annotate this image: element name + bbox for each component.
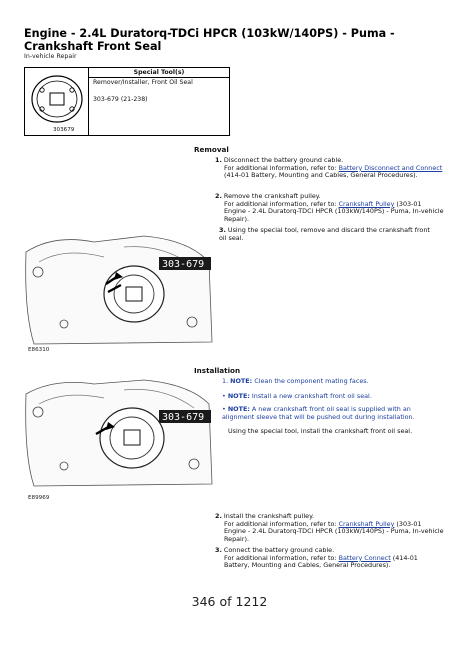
page-number: 346 of 1212 — [191, 594, 268, 609]
crankshaft-pulley-link-2[interactable]: Crankshaft Pulley — [338, 519, 395, 528]
tool-number: 303-679 (21-238) — [93, 96, 148, 103]
crankshaft-pulley-link[interactable]: Crankshaft Pulley — [338, 199, 395, 208]
tool-image-id: 303679 — [53, 127, 75, 133]
seal-remover-tool-icon — [28, 72, 86, 126]
removal-step-1: 1. Disconnect the battery ground cable. For additional information, refer to: Battery Disconnect and Connect (414-01 Battery, Mounting and Cables, General Procedures). — [215, 156, 443, 180]
installation-instruction: Using the special tool, install the crankshaft front oil seal. — [228, 427, 413, 435]
installation-illustration — [24, 376, 214, 494]
battery-connect-link[interactable]: Battery Connect — [338, 553, 391, 562]
installation-step-3: 3. Connect the battery ground cable. For additional information, refer to: Battery Connect (414-01 Battery, Mounting and Cables, General Procedures). — [215, 546, 418, 570]
removal-heading: Removal — [194, 145, 229, 154]
removal-callout-label: 303-679 — [162, 259, 205, 270]
tool-image-cell — [25, 68, 89, 135]
removal-step-3: 3. Using the special tool, remove and discard the crankshaft front oil seal. — [219, 226, 430, 242]
installation-note-2: • NOTE: Install a new crankshaft front oil seal. — [222, 392, 372, 400]
tool-name: Remover/Installer, Front Oil Seal — [93, 79, 193, 86]
battery-disconnect-link[interactable]: Battery Disconnect and Connect — [338, 163, 443, 172]
page-subtitle: In-vehicle Repair — [24, 53, 77, 60]
installation-note-3: • NOTE: A new crankshaft front oil seal is supplied with an alignment sleeve that will be pushed out during installation. — [222, 405, 415, 421]
removal-figure-id: E86310 — [28, 347, 50, 353]
page-title: Engine - 2.4L Duratorq-TDCi HPCR (103kW/140PS) - Puma - Crankshaft Front Seal — [24, 27, 395, 53]
installation-note-1: 1. NOTE: Clean the component mating faces. — [222, 377, 369, 385]
installation-heading: Installation — [194, 366, 241, 375]
removal-step-2: 2. Remove the crankshaft pulley. For additional information, refer to: Crankshaft Pulley (303-01 Engine - 2.4L Duratorq-TDCi HPCR (103kW/140PS) - Puma, In-vehicle Repair). — [215, 192, 444, 223]
installation-figure-id: E89969 — [28, 495, 50, 501]
installation-step-2: 2. Install the crankshaft pulley. For additional information, refer to: Crankshaft Pulley (303-01 Engine - 2.4L Duratorq-TDCi HPCR (103kW/140PS) - Puma, In-vehicle Repair). — [215, 512, 444, 543]
special-tools-table — [24, 67, 230, 136]
installation-callout-label: 303-679 — [162, 412, 205, 423]
removal-illustration — [24, 232, 214, 352]
special-tools-heading: Special Tool(s) — [89, 68, 229, 78]
